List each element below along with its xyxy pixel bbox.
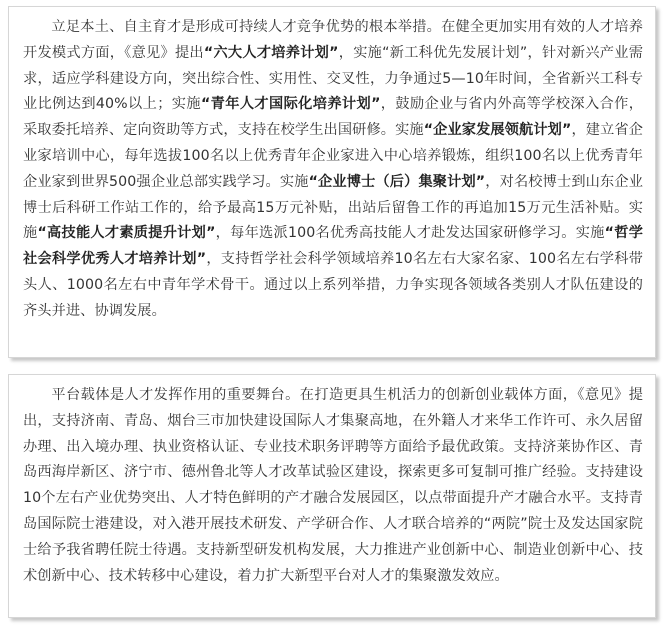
paragraph-segment: ，每年选派100名优秀高技能人才赴发达国家研修学习。实施 <box>215 225 605 242</box>
paragraph-segment: ，建立省企业家培训中心，每年选拔100名以上优秀青年企业家进入中心培养锻炼，组织100名以上优秀青年企业家到世界500强企业总部实践学习。实施 <box>23 122 643 190</box>
program-name-highlight: “六大人才培养计划” <box>203 44 339 61</box>
talent-training-paragraph <box>23 15 643 325</box>
program-name-highlight: “哲学社会科学优秀人才培养计划” <box>23 225 643 268</box>
program-name-highlight: “高技能人才素质提升计划” <box>37 225 216 242</box>
program-name-highlight: “企业博士（后）集聚计划” <box>308 173 486 190</box>
program-name-highlight: “青年人才国际化培养计划” <box>200 96 381 113</box>
policy-text-box-talent-training <box>8 6 656 358</box>
paragraph-segment: ，支持哲学社会科学领域培养10名左右大家名家、100名左右学科带头人、1000名左右中青年学术骨干。通过以上系列举措，力争实现各领域各类别人才队伍建设的齐头并进、协调发展。 <box>23 251 643 319</box>
program-name-highlight: “企业家发展领航计划” <box>423 122 572 139</box>
platform-carrier-paragraph: 平台载体是人才发挥作用的重要舞台。在打造更具生机活力的创新创业载体方面，《意见》提出，支持济南、青岛、烟台三市加快建设国际人才集聚高地，在外籍人才来华工作许可、永久居留办理、出入境办理、执业资格认证、专业技术职务评聘等方面给予最优政策。支持济莱协作区、青岛西海岸新区、济宁市、德州鲁北等人才改革试验区建设，探索更多可复制可推广经验。支持建设10个左右产业优势突出、人才特色鲜明的产才融合发展园区，以点带面提升产才融合水平。支持青岛国际院士港建设，对入港开展技术研发、产学研合作、人才联合培养的“两院”院士及发达国家院士给予我省聘任院士待遇。支持新型研发机构发展，大力推进产业创新中心、制造业创新中心、技术创新中心、技术转移中心建设，着力扩大新型平台对人才的集聚激发效应。 <box>23 387 643 584</box>
paragraph-segment: 立足本土、自主育才是形成可持续人才竞争优势的根本举措。在健全更加实用有效的人才培养开发模式方面，《意见》提出 <box>23 19 643 61</box>
policy-text-box-platform-carrier <box>8 374 656 618</box>
paragraph-segment: ，对名校博士到山东企业博士后科研工作站工作的，给予最高15万元补贴，出站后留鲁工作的再追加15万元生活补贴。实施 <box>23 173 643 242</box>
paragraph-segment: ，鼓励企业与省内外高等学校深入合作，采取委托培养、定向资助等方式，支持在校学生出国研修。实施 <box>23 96 643 139</box>
paragraph-segment: ，实施“新工科优先发展计划”，针对新兴产业需求，适应学科建设方向，突出综合性、实用性、交叉性，力争通过5—10年时间，全省新兴工科专业比例达到40%以上；实施 <box>23 44 644 113</box>
